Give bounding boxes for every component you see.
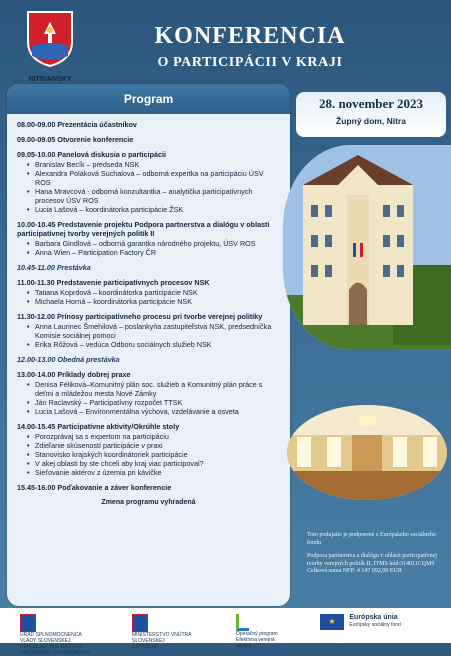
- logo-op-public-admin: Operačný program Efektívna verejná správa: [236, 614, 306, 636]
- page-title: [100, 22, 400, 72]
- agenda-section: [17, 120, 280, 129]
- title-line-2: O PARTICIPÁCII V KRAJI: [157, 55, 343, 70]
- agenda-section: [17, 483, 280, 492]
- agenda-list: [7, 114, 290, 507]
- speaker-item: • Ján Raclavský – Participatívny rozpočet TTSK: [27, 398, 280, 407]
- agenda-section-title: 10.00-10.45 Predstavenie projektu Podpora partnerstva a dialógu v oblasti participatívnej tvorby verejných politík II: [17, 220, 270, 238]
- speaker-list: [17, 322, 280, 349]
- agenda-section: [17, 135, 280, 144]
- funding-line-3: Celková suma NFP: 4 147 092,00 EUR: [307, 568, 402, 574]
- speaker-item: • Lucia Lašová – koordinátorka participácie ŽSK: [27, 205, 280, 214]
- agenda-section-title: 15.45-16.00 Poďakovanie a záver konferencie: [17, 483, 172, 492]
- speaker-item: • Anna Laurinec Šmehilová – poslankyňa zastupiteľstva NSK, predsedníčka Komisie sociálnej pomoci: [27, 322, 280, 340]
- speaker-item: • Erika Rôžová – vedúca Odboru sociálnych služieb NSK: [27, 340, 280, 349]
- speaker-item: • Tatiana Koprdová – koordinátorka participácie NSK: [27, 288, 280, 297]
- agenda-section: [17, 220, 280, 257]
- speaker-item: • Sieťovanie aktérov z územia pri kávičke: [27, 468, 280, 477]
- program-card: [7, 84, 290, 606]
- building-illustration: [283, 145, 451, 350]
- speaker-list: [17, 432, 280, 477]
- hall-photo: [287, 405, 447, 500]
- slovak-crest-icon: [132, 614, 148, 632]
- event-date: 28. november 2023: [318, 96, 424, 111]
- agenda-section: [17, 278, 280, 306]
- logo-strip: [0, 608, 451, 656]
- hall-illustration: [287, 405, 447, 500]
- agenda-section-title: 09.00-09.05 Otvorenie konferencie: [17, 135, 134, 144]
- speaker-list: [17, 288, 280, 306]
- speaker-item: • Denisa Féliková–Komunitný plán soc. služieb a Komunitný plán práce s deťmi a mládežou mesta Nové Zámky: [27, 380, 280, 398]
- agenda-section: [17, 422, 280, 477]
- agenda-section-title: 09.05-10.00 Panelová diskusia o participácii: [17, 150, 167, 159]
- speaker-item: • Zdieľanie skúseností participácie v praxi: [27, 441, 280, 450]
- region-crest-icon: [26, 10, 74, 68]
- speaker-item: • Stanovisko krajských koordinátoriek participácie: [27, 450, 280, 459]
- funding-line-1: Toto podujatie je podporené z Európskeho sociálneho fondu: [307, 532, 436, 546]
- program-change-note: Zmena programu vyhradená: [101, 499, 196, 506]
- agenda-section: [17, 263, 280, 272]
- speaker-item: • Porozprávaj sa s expertom na participáciu: [27, 432, 280, 441]
- eu-flag-icon: ★: [320, 614, 344, 630]
- agenda-section-title: 14.00-15.45 Participatívne aktivity/Okrúhle stoly: [17, 422, 180, 431]
- title-line-1: KONFERENCIA: [154, 23, 346, 49]
- slovak-crest-icon: [20, 614, 36, 632]
- agenda-section: [17, 355, 280, 364]
- funding-line-2: Podpora partnerstva a dialógu v oblasti participatívnej tvorby verejných politík II, ITMS kód:314011CQM9: [307, 553, 437, 567]
- speaker-item: • Alexandra Poláková Suchalová – odborná expertka na participáciu ÚSV ROS: [27, 169, 280, 187]
- speaker-list: [17, 380, 280, 416]
- building-photo: [283, 145, 451, 350]
- agenda-section-title: 11.00-11.30 Predstavenie participatívnych procesov NSK: [17, 278, 210, 287]
- agenda-section: [17, 312, 280, 349]
- agenda-section-title: 11.30-12.00 Prínosy participatívneho procesu pri tvorbe verejnej politiky: [17, 312, 263, 321]
- program-heading: Program: [7, 84, 290, 114]
- agenda-section-title: 10.45-11.00 Prestávka: [17, 263, 91, 272]
- logo-eu: ★ Európska únia Európsky sociálny fond: [320, 614, 430, 636]
- speaker-item: • Michaela Horná – koordinátorka participácie NSK: [27, 297, 280, 306]
- op-check-icon: [236, 614, 249, 631]
- speaker-item: • Branislav Becík – predseda NSK: [27, 160, 280, 169]
- speaker-item: • Anna Wien – Participation Factory ČR: [27, 248, 280, 257]
- event-place: Župný dom, Nitra: [336, 116, 406, 126]
- speaker-item: • Lucia Lašová – Environmentálna výchova, vzdelávanie a osveta: [27, 407, 280, 416]
- logo-civil-society-office: ÚRAD SPLNOMOCNENCA VLÁDY SLOVENSKEJ REPUBLIKY PRE ROZVOJ OBČIANSKEJ SPOLOČNOSTI: [20, 614, 110, 636]
- region-name: NITRIANSKY: [28, 76, 72, 83]
- speaker-item: • Hana Mravcová - odborná konzultantka – analytička participatívnych procesov ÚSV ROS: [27, 187, 280, 205]
- agenda-section: [17, 150, 280, 214]
- speaker-list: [17, 239, 280, 257]
- speaker-list: [17, 160, 280, 214]
- speaker-item: • Barbara Gindlová – odborná garantka národného projektu, ÚSV ROS: [27, 239, 280, 248]
- agenda-section: [17, 370, 280, 416]
- funding-info: [307, 532, 447, 582]
- logo-ministry-interior: MINISTERSTVO VNÚTRA SLOVENSKEJ REPUBLIKY: [132, 614, 212, 636]
- speaker-item: • V akej oblasti by ste chceli aby kraj viac participoval?: [27, 459, 280, 468]
- agenda-section-title: 12.00-13.00 Obedná prestávka: [17, 355, 120, 364]
- agenda-section-title: 08.00-09.00 Prezentácia účastníkov: [17, 120, 137, 129]
- agenda-section-title: 13.00-14.00 Príklady dobrej praxe: [17, 370, 131, 379]
- event-info: [296, 92, 446, 137]
